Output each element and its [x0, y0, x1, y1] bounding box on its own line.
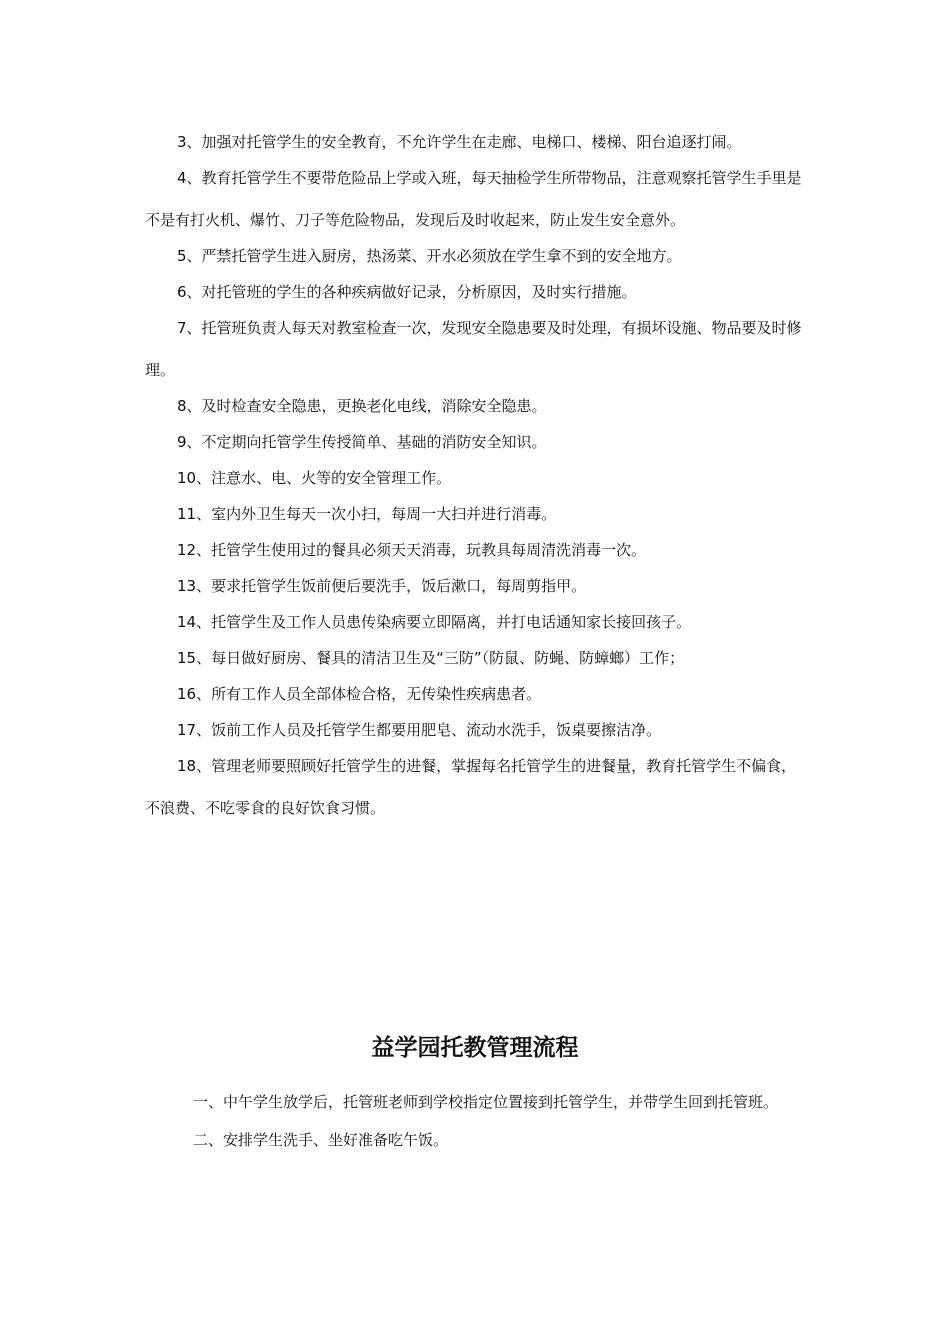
rule-item: 6、对托管班的学生的各种疾病做好记录，分析原因，及时实行措施。	[177, 283, 637, 301]
rule-item: 15、每日做好厨房、餐具的清洁卫生及“三防”（防鼠、防蝇、防蟑螂）工作；	[177, 649, 685, 667]
rule-item: 7、托管班负责人每天对教室检查一次，发现安全隐患要及时处理，有损坏设施、物品要及时修理。	[145, 319, 802, 379]
rule-item: 8、及时检查安全隐患，更换老化电线，消除安全隐患。	[177, 397, 547, 415]
flow-item: 一、中午学生放学后，托管班老师到学校指定位置接到托管学生，并带学生回到托管班。	[193, 1093, 779, 1111]
rule-item: 17、饭前工作人员及托管学生都要用肥皂、流动水洗手，饭桌要擦洁净。	[177, 721, 662, 739]
safety-rules-list	[145, 124, 810, 826]
rule-item: 3、加强对托管学生的安全教育，不允许学生在走廊、电梯口、楼梯、阳台追逐打闹。	[177, 133, 742, 151]
process-flow-list	[153, 1083, 813, 1159]
section-title: 益学园托教管理流程	[371, 1035, 579, 1061]
rule-item: 12、托管学生使用过的餐具必须天天消毒，玩教具每周清洗消毒一次。	[177, 541, 647, 559]
rule-item: 5、严禁托管学生进入厨房，热汤菜、开水必须放在学生拿不到的安全地方。	[177, 247, 682, 265]
rule-item: 10、注意水、电、火等的安全管理工作。	[177, 469, 452, 487]
rule-item: 9、不定期向托管学生传授简单、基础的消防安全知识。	[177, 433, 547, 451]
flow-item: 二、安排学生洗手、坐好准备吃午饭。	[193, 1131, 449, 1149]
rule-item: 11、室内外卫生每天一次小扫，每周一大扫并进行消毒。	[177, 505, 557, 523]
rule-item: 4、教育托管学生不要带危险品上学或入班，每天抽检学生所带物品，注意观察托管学生手里是不是有打火机、爆竹、刀子等危险物品，发现后及时收起来，防止发生安全意外。	[145, 169, 802, 229]
rule-item: 13、要求托管学生饭前便后要洗手，饭后漱口，每周剪指甲。	[177, 577, 587, 595]
rule-item: 14、托管学生及工作人员患传染病要立即隔离，并打电话通知家长接回孩子。	[177, 613, 692, 631]
rule-item: 18、管理老师要照顾好托管学生的进餐，掌握每名托管学生的进餐量，教育托管学生不偏食，不浪费、不吃零食的良好饮食习惯。	[145, 757, 797, 817]
rule-item: 16、所有工作人员全部体检合格，无传染性疾病患者。	[177, 685, 542, 703]
